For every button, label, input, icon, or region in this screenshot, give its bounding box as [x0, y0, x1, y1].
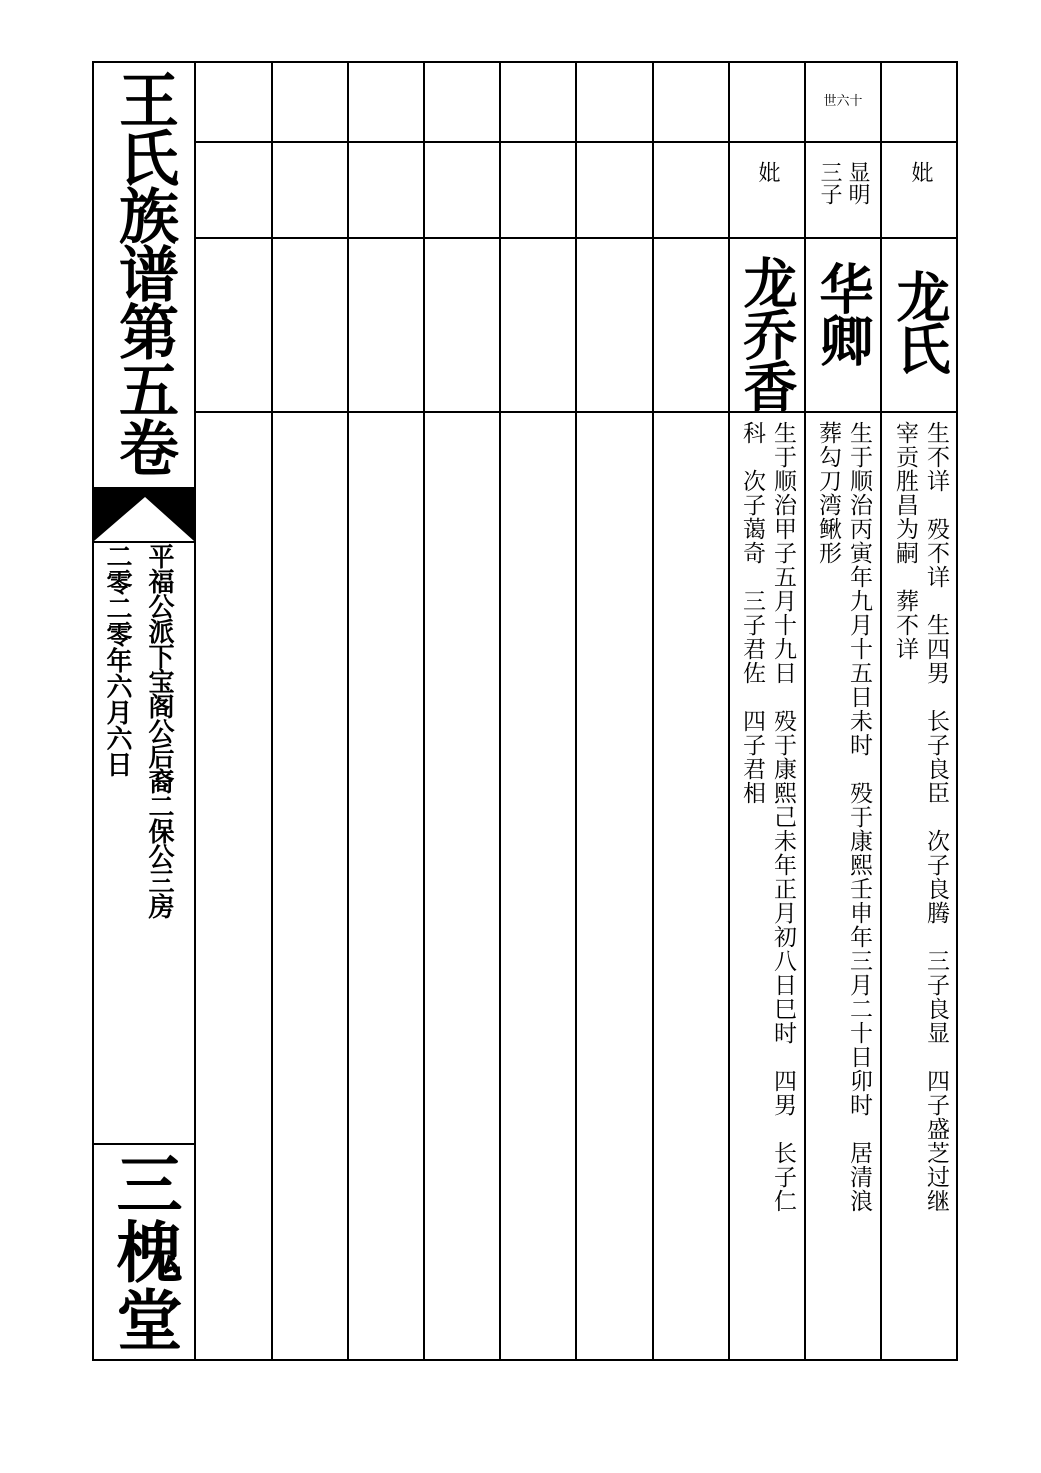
entry-column-e2 — [806, 63, 882, 1359]
birth-order: 三子 — [817, 161, 842, 205]
row-divider — [196, 141, 958, 143]
generation-cell — [806, 95, 880, 115]
relation-label: 妣 — [908, 161, 933, 183]
biography-line-2: 葬勾刀湾鳅形 — [815, 421, 841, 565]
title-panel — [94, 63, 196, 1359]
empty-column — [349, 63, 425, 1359]
relation-label: 妣 — [755, 161, 780, 183]
fishtail-icon — [94, 489, 194, 541]
relation-cell — [882, 161, 958, 181]
empty-column — [501, 63, 577, 1359]
name-cell — [882, 269, 958, 399]
biography-line-1: 生于顺治甲子五月十九日 殁于康熙己未年正月初八日巳时 四男 长子仁 — [770, 421, 796, 1213]
biography-line-1: 生于顺治丙寅年九月十五日未时 殁于康熙壬申年三月二十日卯时 居清浪 — [846, 421, 872, 1213]
compile-date: 二零二零年六月六日 — [102, 543, 132, 777]
empty-column — [196, 63, 273, 1359]
biography-line-2: 宰贡胜昌为嗣 葬不详 — [892, 421, 918, 661]
genealogy-page — [92, 61, 958, 1361]
book-title-block — [94, 63, 194, 487]
hall-name-block — [94, 1143, 194, 1359]
empty-column — [577, 63, 654, 1359]
subtitle-block — [94, 543, 194, 1143]
biography-cell — [730, 421, 804, 1351]
person-name: 华卿 — [811, 261, 875, 365]
fishtail-ornament — [94, 487, 194, 543]
relation-cell — [730, 161, 804, 181]
genealogy-grid — [196, 63, 958, 1359]
row-divider — [196, 237, 958, 239]
empty-column — [425, 63, 501, 1359]
biography-cell — [882, 421, 958, 1351]
name-cell — [730, 255, 804, 415]
father-name: 显明 — [845, 161, 870, 205]
person-name: 龙乔香 — [735, 255, 799, 411]
empty-column — [273, 63, 349, 1359]
person-name: 龙氏 — [888, 269, 952, 373]
biography-line-2: 科 次子蔼奇 三子君佐 四子君相 — [739, 421, 765, 805]
relation-cell — [806, 161, 880, 221]
book-title: 王氏族谱第五卷 — [109, 69, 179, 475]
generation-label: 世六十 — [823, 94, 863, 109]
biography-cell — [806, 421, 880, 1351]
biography-line-1: 生不详 殁不详 生四男 长子良臣 次子良腾 三子良显 四子盛芝过继 — [923, 421, 949, 1213]
hall-name: 三槐堂 — [105, 1150, 183, 1354]
name-cell — [806, 261, 880, 411]
entry-column-e3 — [730, 63, 806, 1359]
empty-column — [654, 63, 730, 1359]
branch-subtitle: 平福公派下宝阁公后裔二保公三房 — [144, 543, 174, 918]
entry-column-e1 — [882, 63, 958, 1359]
row-divider — [196, 411, 958, 413]
